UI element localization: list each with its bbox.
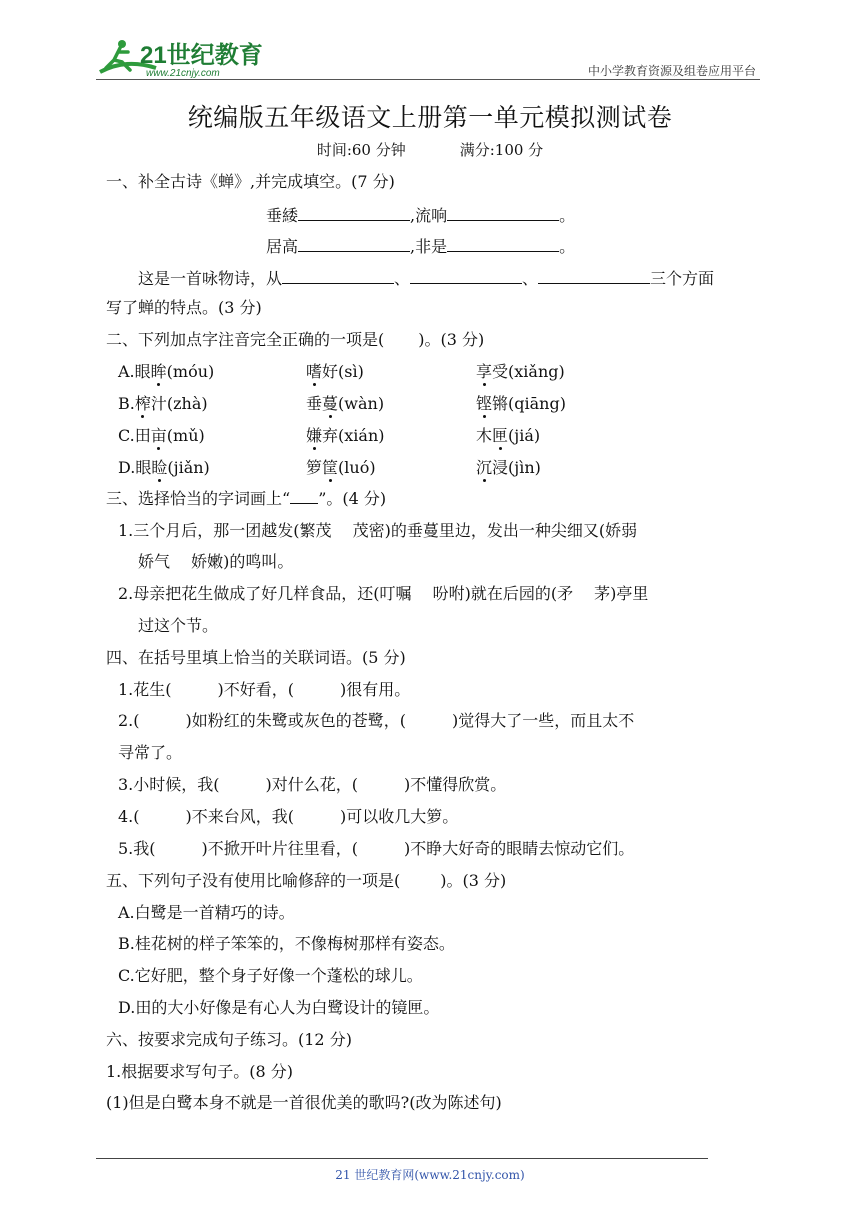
option-label: A. <box>118 362 135 381</box>
q-text: 3.小时候，我( <box>118 775 220 794</box>
s3-question-2: 2.母亲把花生做成了好几样食品，还(叮嘱 吩咐)就在后园的(矛 茅)亭里 <box>118 584 649 603</box>
q-text: )如粉红的朱鹭或灰色的苍鹭，( <box>185 711 407 730</box>
option-d-col3 <box>476 458 541 478</box>
dotted-char: 匣 <box>492 426 509 445</box>
dotted-char: 嫌 <box>306 426 323 445</box>
answer-blank[interactable] <box>282 267 394 284</box>
s3-question-2-cont: 过这个节。 <box>138 616 219 635</box>
footer-link[interactable]: 21 世纪教育网(www.21cnjy.com) <box>335 1168 525 1182</box>
s4-question-4 <box>118 807 458 827</box>
logo-runner-icon <box>96 38 266 80</box>
logo-text: 21世纪教育 <box>140 42 263 69</box>
footer-divider <box>96 1158 708 1159</box>
option-a-col1 <box>118 362 214 382</box>
site-logo <box>96 38 266 80</box>
dotted-char: 嗜 <box>306 362 323 381</box>
option-d-col2 <box>306 458 376 478</box>
option-c-col2 <box>306 426 385 446</box>
q-text: )对什么花，( <box>265 775 359 794</box>
option-label: C. <box>118 426 135 445</box>
header-divider <box>96 79 760 80</box>
q-text: 2.( <box>118 711 140 730</box>
q-text: )不好看，( <box>217 680 295 699</box>
answer-blank[interactable] <box>298 235 410 252</box>
separator: 、 <box>522 269 539 288</box>
s4-question-5 <box>118 839 634 859</box>
q-text: )不掀开叶片往里看，( <box>201 839 359 858</box>
heading-text: )。(3 分) <box>440 871 507 890</box>
heading-text: 五、下列句子没有使用比喻修辞的一项是( <box>106 871 401 890</box>
s4-question-2-cont: 寻常了。 <box>118 743 183 762</box>
s4-question-2 <box>118 711 634 731</box>
section-2-heading <box>106 330 484 350</box>
q-text: )不懂得欣赏。 <box>404 775 507 794</box>
s6-sub-1-q1: (1)但是白鹭本身不就是一首很优美的歌吗?(改为陈述句) <box>106 1093 502 1112</box>
q-text: )可以收几大箩。 <box>340 807 459 826</box>
option-b-col1 <box>118 394 208 414</box>
q-text: 5.我( <box>118 839 156 858</box>
word-part: (jiǎn) <box>167 458 210 477</box>
s5-option-d: D.田的大小好像是有心人为白鹭设计的镜匣。 <box>118 998 440 1017</box>
underline-sample <box>290 489 318 504</box>
option-label: B. <box>118 394 135 413</box>
dotted-char: 筐 <box>322 458 339 477</box>
dotted-char: 亩 <box>150 426 167 445</box>
dotted-char: 睑 <box>151 458 168 477</box>
word-part: 垂 <box>306 394 323 413</box>
poem-text: ,流响 <box>410 206 448 225</box>
option-c-col1 <box>118 426 205 446</box>
word-part: (luó) <box>338 458 376 477</box>
word-part: 眼 <box>135 458 152 477</box>
q-text: )不来台风，我( <box>185 807 295 826</box>
option-b-col3 <box>476 394 566 414</box>
heading-text: 二、下列加点字注音完全正确的一项是( <box>106 330 385 349</box>
word-part: 受(xiǎng) <box>492 362 565 381</box>
poem-text: 。 <box>559 237 576 256</box>
dotted-char: 眸 <box>150 362 167 381</box>
answer-blank[interactable] <box>410 267 522 284</box>
answer-blank[interactable] <box>298 204 410 221</box>
heading-text: )。(3 分) <box>418 330 485 349</box>
word-part: 好(sì) <box>322 362 364 381</box>
dotted-char: 享 <box>476 362 493 381</box>
word-part: (wàn) <box>338 394 385 413</box>
s5-option-b: B.桂花树的样子笨笨的，不像梅树那样有姿态。 <box>118 934 455 953</box>
section-3-heading <box>106 489 386 509</box>
full-score: 满分:100 分 <box>459 141 544 159</box>
option-a-col2 <box>306 362 364 382</box>
heading-text: 三、选择恰当的字词画上“ <box>106 489 291 508</box>
q-text: )不睁大好奇的眼睛去惊动它们。 <box>404 839 635 858</box>
word-part: 田 <box>134 426 151 445</box>
word-part: 箩 <box>306 458 323 477</box>
word-part: 汁(zhà) <box>150 394 208 413</box>
header-platform-text: 中小学教育资源及组卷应用平台 <box>587 64 756 78</box>
word-part: 锵(qiāng) <box>492 394 566 413</box>
q-text: )觉得大了一些，而且太不 <box>452 711 635 730</box>
q-text: 4.( <box>118 807 140 826</box>
exam-meta <box>0 139 860 160</box>
s5-option-a: A.白鹭是一首精巧的诗。 <box>118 903 295 922</box>
poem-text: 。 <box>559 206 576 225</box>
separator: 、 <box>394 269 411 288</box>
poem-text: ,非是 <box>410 237 448 256</box>
s3-question-1-cont: 娇气 娇嫩)的鸣叫。 <box>138 552 294 571</box>
section-1-heading: 一、补全古诗《蝉》,并完成填空。(7 分) <box>106 172 395 191</box>
answer-blank[interactable] <box>447 235 559 252</box>
dotted-char: 榨 <box>134 394 151 413</box>
section-1-question-cont: 写了蝉的特点。(3 分) <box>106 298 262 317</box>
word-part: (móu) <box>166 362 215 381</box>
time-limit: 时间:60 分钟 <box>316 141 406 159</box>
logo-url: www.21cnjy.com <box>146 68 220 79</box>
word-part: 弃(xián) <box>322 426 385 445</box>
q-text: )很有用。 <box>340 680 411 699</box>
poem-line-1 <box>266 204 575 226</box>
s6-sub-1: 1.根据要求写句子。(8 分) <box>106 1062 294 1081</box>
dotted-char: 蔓 <box>322 394 339 413</box>
option-d-col1 <box>118 458 210 478</box>
word-part: 木 <box>476 426 493 445</box>
s4-question-1 <box>118 680 410 700</box>
heading-text: ”。(4 分) <box>318 489 387 508</box>
answer-blank[interactable] <box>447 204 559 221</box>
answer-blank[interactable] <box>538 267 650 284</box>
page-title: 统编版五年级语文上册第一单元模拟测试卷 <box>187 103 673 132</box>
dotted-char: 铿 <box>476 394 493 413</box>
section-1-question <box>138 267 714 289</box>
word-part: (jiá) <box>508 426 541 445</box>
section-4-heading: 四、在括号里填上恰当的关联词语。(5 分) <box>106 648 406 667</box>
q-text: 1.花生( <box>118 680 172 699</box>
option-label: D. <box>118 458 136 477</box>
option-b-col2 <box>306 394 384 414</box>
s5-option-c: C.它好肥，整个身子好像一个蓬松的球儿。 <box>118 966 423 985</box>
poem-text: 垂緌 <box>266 206 299 225</box>
poem-text: 居高 <box>266 237 299 256</box>
section-5-heading <box>106 871 506 891</box>
dotted-char: 沉 <box>476 458 493 477</box>
word-part: 浸(jìn) <box>492 458 541 477</box>
word-part: (mǔ) <box>166 426 205 445</box>
word-part: 眼 <box>134 362 151 381</box>
question-text: 三个方面 <box>650 269 715 288</box>
s4-question-3 <box>118 775 506 795</box>
poem-line-2 <box>266 235 575 257</box>
s3-question-1: 1.三个月后，那一团越发(繁茂 茂密)的垂蔓里边，发出一种尖细又(娇弱 <box>118 521 638 540</box>
question-text: 这是一首咏物诗，从 <box>138 269 283 288</box>
option-c-col3 <box>476 426 540 446</box>
section-6-heading: 六、按要求完成句子练习。(12 分) <box>106 1030 352 1049</box>
option-a-col3 <box>476 362 565 382</box>
